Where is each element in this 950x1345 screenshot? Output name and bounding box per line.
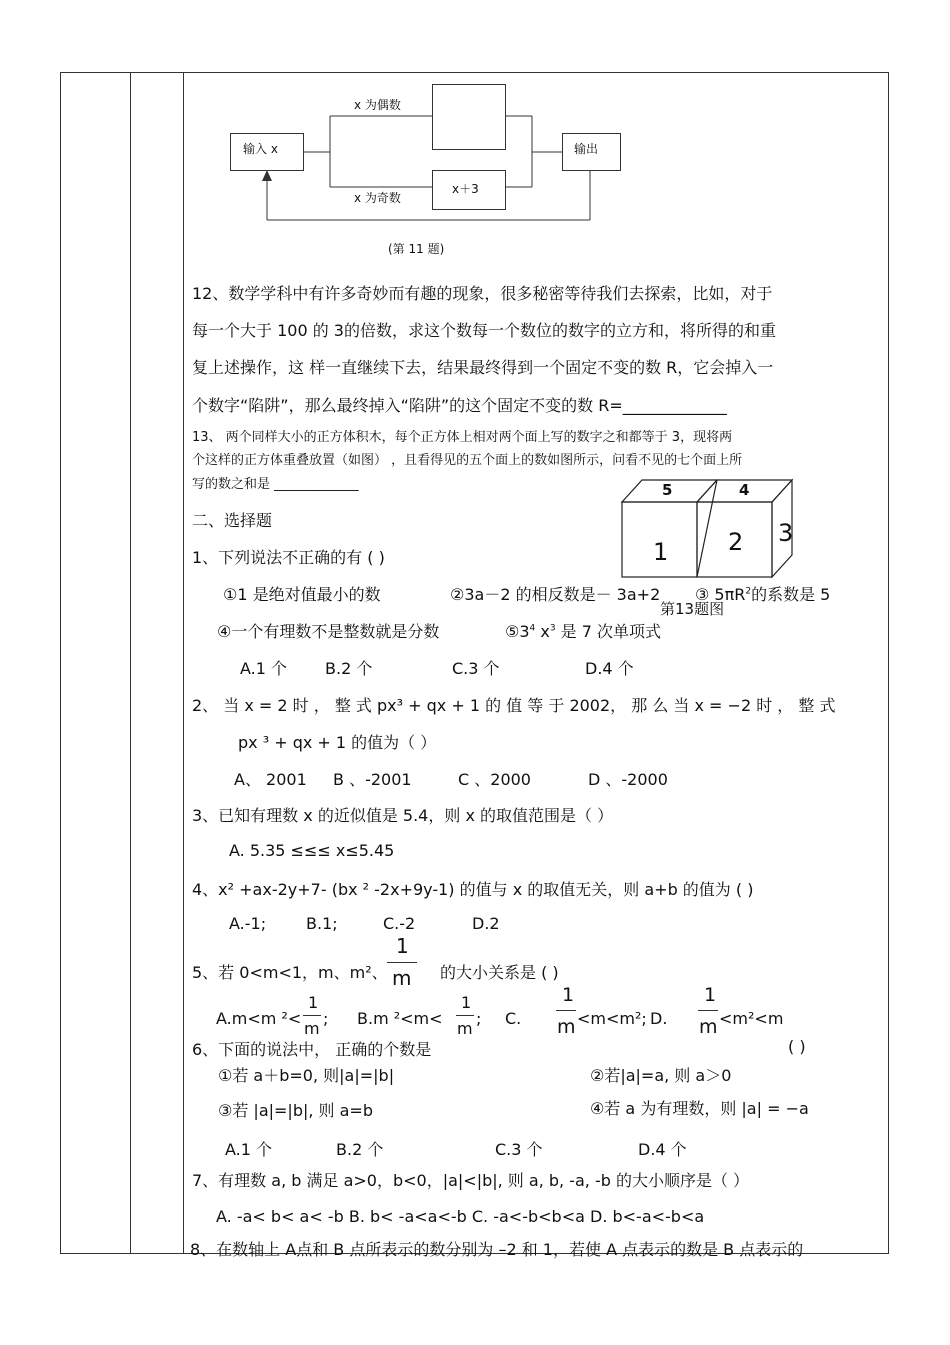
q13-line3: 写的数之和是 _____________ bbox=[192, 477, 359, 492]
flow-even-box bbox=[432, 84, 506, 150]
c1-option-d: D.4 个 bbox=[585, 659, 634, 678]
c5-d-frac-bar bbox=[698, 1010, 718, 1011]
c5-a-frac-den: m bbox=[304, 1019, 320, 1038]
c5-option-a bbox=[216, 1009, 301, 1028]
c5-option-c: C. bbox=[505, 1009, 522, 1028]
c6-paren: ( ) bbox=[788, 1037, 806, 1056]
c5-d-post: <m²<m bbox=[719, 1009, 784, 1028]
c5-c-frac-num: 1 bbox=[562, 984, 575, 1006]
c5-c-frac-bar bbox=[556, 1010, 576, 1011]
c5-d-frac-den: m bbox=[699, 1016, 718, 1038]
c1-s5-mid: x bbox=[535, 622, 550, 641]
c1-option-b: B.2 个 bbox=[325, 659, 373, 678]
c5-c-frac-den: m bbox=[557, 1016, 576, 1038]
cube-top-2: 4 bbox=[739, 481, 750, 499]
c1-statement-2: ②3a－2 的相反数是－ 3a+2 bbox=[450, 585, 661, 604]
flow-odd-label: x 为奇数 bbox=[354, 191, 401, 205]
c4-option-c: C.-2 bbox=[383, 914, 416, 933]
c1-statement-5 bbox=[505, 619, 661, 642]
c5-b-post: ; bbox=[476, 1009, 482, 1028]
c4-option-b: B.1; bbox=[306, 914, 338, 933]
c5-frac-den: m bbox=[392, 966, 412, 990]
c2-line2: px ³ + qx + 1 的值为（ ） bbox=[238, 733, 437, 752]
c6-statement-2: ②若|a|=a, 则 a＞0 bbox=[590, 1066, 732, 1085]
c6-stem: 6、下面的说法中， 正确的个数是 bbox=[192, 1040, 432, 1059]
c6-option-d: D.4 个 bbox=[638, 1140, 687, 1159]
c7-stem: 7、有理数 a, b 满足 a>0，b<0，|a|<|b|, 则 a, b, -a, -b 的大小顺序是（ ） bbox=[192, 1171, 750, 1190]
c5-a-post: ; bbox=[323, 1009, 329, 1028]
c5-d-frac-num: 1 bbox=[704, 984, 717, 1006]
c2-line1: 2、 当 x = 2 时 ， 整 式 px³ + qx + 1 的 值 等 于 2002， 那 么 当 x = −2 时 ， 整 式 bbox=[192, 696, 836, 715]
c1-statement-3 bbox=[695, 582, 830, 605]
c1-option-a: A.1 个 bbox=[240, 659, 288, 678]
section-title: 二、选择题 bbox=[192, 511, 273, 530]
flow-odd-box-label: x＋3 bbox=[452, 182, 479, 196]
c6-option-c: C.3 个 bbox=[495, 1140, 543, 1159]
c5-b-frac-num: 1 bbox=[461, 993, 472, 1012]
c1-s5-sup2: 3 bbox=[549, 623, 556, 634]
c1-s5-sup1: 4 bbox=[529, 623, 536, 634]
q12-line1: 12、数学学科中有许多奇妙而有趣的现象，很多秘密等待我们去探索，比如，对于 bbox=[192, 284, 773, 303]
c1-option-c: C.3 个 bbox=[452, 659, 500, 678]
c5-stem-pre: 5、若 0<m<1，m、m²、 bbox=[192, 963, 388, 982]
c4-option-d: D.2 bbox=[472, 914, 500, 933]
c5-option-b: B.m ²<m< bbox=[357, 1009, 443, 1028]
q12-line4: 个数字“陷阱”，那么最终掉入“陷阱”的这个固定不变的数 R=_____________ bbox=[192, 396, 727, 415]
c1-stem: 1、下列说法不正确的有 ( ) bbox=[192, 548, 385, 567]
c5-option-d: D. bbox=[650, 1009, 668, 1028]
q13-line1: 13、 两个同样大小的正方体积木，每个正方体上相对两个面上写的数字之和都等于 3，现将两 bbox=[192, 430, 733, 445]
cube-caption: 第13题图 bbox=[660, 600, 725, 618]
c5-stem-post: 的大小关系是 ( ) bbox=[440, 963, 559, 982]
c1-s3-post: 的系数是 5 bbox=[751, 585, 831, 604]
c1-s5-post: 是 7 次单项式 bbox=[555, 622, 662, 641]
c2-option-a: A、 2001 bbox=[234, 770, 307, 789]
c8-stem: 8、在数轴上 A点和 B 点所表示的数分别为 –2 和 1，若使 A 点表示的数是 B 点表示的 bbox=[190, 1240, 804, 1259]
flow-input-label: 输入 x bbox=[243, 142, 278, 156]
c5-c-post: <m<m²; bbox=[577, 1009, 647, 1028]
c5-frac-bar bbox=[387, 962, 417, 963]
q12-line3: 复上述操作，这 样一直继续下去，结果最终得到一个固定不变的数 R，它会掉入一 bbox=[192, 358, 774, 377]
c5-frac-num: 1 bbox=[396, 934, 409, 958]
c2-option-d: D 、-2000 bbox=[588, 770, 668, 789]
c5-b-frac-den: m bbox=[457, 1019, 473, 1038]
c1-statement-1: ①1 是绝对值最小的数 bbox=[223, 585, 381, 604]
c6-option-b: B.2 个 bbox=[336, 1140, 384, 1159]
c6-statement-4: ④若 a 为有理数，则 |a| = −a bbox=[590, 1099, 809, 1118]
flow-output-label: 输出 bbox=[574, 142, 599, 156]
c1-s5-pre: ⑤3 bbox=[505, 622, 530, 641]
q13-line2: 个这样的正方体重叠放置（如图） ，且看得见的五个面上的数如图所示，问看不见的七个面上所 bbox=[192, 453, 743, 468]
c4-stem: 4、x² +ax-2y+7- (bx ² -2x+9y-1) 的值与 x 的取值无关，则 a+b 的值为 ( ) bbox=[192, 880, 754, 899]
c5-a-frac-bar bbox=[303, 1015, 321, 1016]
c2-option-c: C 、2000 bbox=[458, 770, 531, 789]
c3-stem: 3、已知有理数 x 的近似值是 5.4，则 x 的取值范围是（ ） bbox=[192, 806, 614, 825]
cube-front-2: 2 bbox=[728, 528, 744, 556]
c1-statement-4: ④一个有理数不是整数就是分数 bbox=[217, 622, 440, 641]
c5-a-frac-num: 1 bbox=[308, 993, 319, 1012]
c6-statement-1: ①若 a＋b=0, 则|a|=|b| bbox=[218, 1066, 395, 1085]
c2-option-b: B 、-2001 bbox=[333, 770, 412, 789]
c5-b-frac-bar bbox=[456, 1015, 474, 1016]
cube-side: 3 bbox=[778, 519, 794, 547]
c4-option-a: A.-1; bbox=[229, 914, 267, 933]
c1-s3-pre: ③ 5πR bbox=[695, 585, 746, 604]
c7-options: A. -a< b< a< -b B. b< -a<a<-b C. -a<-b<b<a D. b<-a<-b<a bbox=[216, 1207, 705, 1226]
c1-s3-sup: 2 bbox=[745, 586, 752, 597]
cube-front-1: 1 bbox=[653, 538, 669, 566]
c5-a-text: A.m<m ²< bbox=[216, 1009, 302, 1028]
c6-option-a: A.1 个 bbox=[225, 1140, 273, 1159]
q12-line2: 每一个大于 100 的 3的倍数，求这个数每一个数位的数字的立方和，将所得的和重 bbox=[192, 321, 776, 340]
c3-option: A. 5.35 ≤≤≤ x≤5.45 bbox=[229, 841, 395, 860]
cube-top-1: 5 bbox=[662, 481, 673, 499]
flow-even-label: x 为偶数 bbox=[354, 98, 401, 112]
c6-statement-3: ③若 |a|=|b|, 则 a=b bbox=[218, 1101, 373, 1120]
flow-caption: (第 11 题) bbox=[388, 242, 445, 256]
